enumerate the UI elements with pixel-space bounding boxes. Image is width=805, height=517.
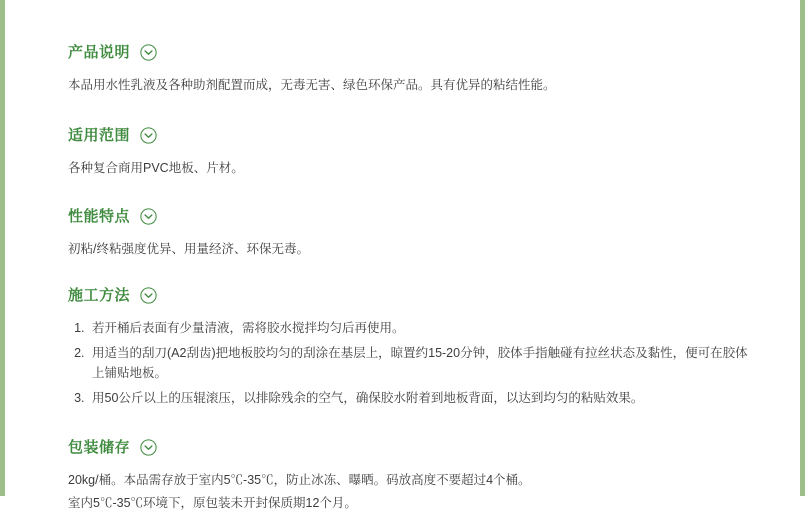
paragraph: 各种复合商用PVC地板、片材。 (68, 161, 244, 175)
section-header-packaging-storage[interactable] (68, 439, 758, 456)
section-title: 施工方法 (68, 287, 131, 304)
section-performance-features (68, 208, 758, 259)
section-packaging-storage (68, 439, 758, 513)
section-construction-method (68, 287, 758, 408)
list-item: 1. 若开桶后表面有少量清液，需将胶水搅拌均匀后再使用。 (88, 318, 758, 338)
paragraph: 初粘/终粘强度优异、用量经济、环保无毒。 (68, 242, 309, 256)
content-area (68, 44, 758, 517)
spacer (68, 413, 758, 439)
section-title: 包装储存 (68, 439, 131, 456)
section-header-construction-method[interactable] (68, 287, 758, 304)
spacer (68, 263, 758, 287)
spacer (68, 99, 758, 127)
section-body-product-description (68, 75, 758, 95)
section-header-product-description[interactable] (68, 44, 758, 61)
section-title: 产品说明 (68, 44, 131, 61)
section-body-application-scope (68, 158, 758, 178)
section-title: 适用范围 (68, 127, 131, 144)
spacer (68, 182, 758, 208)
section-body-performance-features (68, 239, 758, 259)
chevron-down-circle-icon[interactable] (140, 287, 157, 304)
section-header-application-scope[interactable] (68, 127, 758, 144)
chevron-down-circle-icon[interactable] (140, 44, 157, 61)
left-edge-bar (0, 0, 5, 496)
paragraph: 室内5℃-35℃环境下，原包装未开封保质期12个月。 (68, 496, 357, 510)
paragraph: 20kg/桶。本品需存放于室内5℃-35℃，防止冰冻、曝晒。码放高度不要超过4个桶。 (68, 473, 531, 487)
section-title: 性能特点 (68, 208, 131, 225)
list-item: 3. 用50公斤以上的压辊滚压，以排除残余的空气，确保胶水附着到地板背面，以达到均匀的粘贴效果。 (88, 388, 758, 408)
section-body-construction-method (68, 318, 758, 408)
chevron-down-circle-icon[interactable] (140, 208, 157, 225)
section-body-packaging-storage (68, 470, 758, 513)
section-product-description (68, 44, 758, 95)
section-application-scope (68, 127, 758, 178)
chevron-down-circle-icon[interactable] (140, 127, 157, 144)
construction-steps-list (68, 318, 758, 408)
paragraph: 本品用水性乳液及各种助剂配置而成，无毒无害、绿色环保产品。具有优异的粘结性能。 (68, 78, 556, 92)
right-edge-bar (800, 0, 805, 496)
list-item: 2. 用适当的刮刀(A2刮齿)把地板胶均匀的刮涂在基层上，晾置约15-20分钟，胶体手指触碰有拉丝状态及黏性，便可在胶体上铺贴地板。 (88, 343, 758, 383)
chevron-down-circle-icon[interactable] (140, 439, 157, 456)
section-header-performance-features[interactable] (68, 208, 758, 225)
